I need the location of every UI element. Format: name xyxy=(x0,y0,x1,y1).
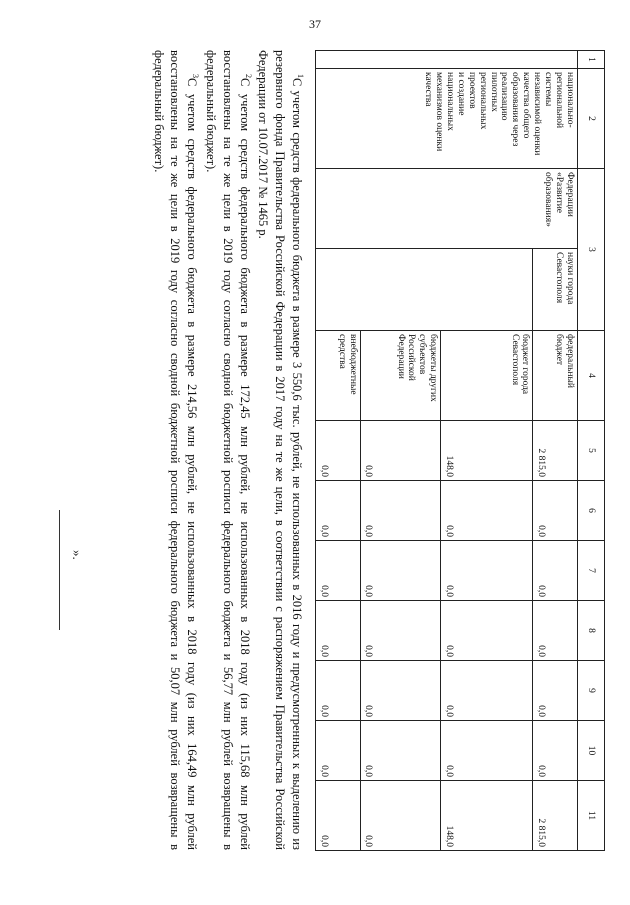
value-cell: 148,0 xyxy=(441,781,533,851)
funding-source: внебюджетные средства xyxy=(316,331,361,421)
col-header: 2 xyxy=(578,69,605,169)
value-cell: 2 815,0 xyxy=(533,781,578,851)
value-cell: 0,0 xyxy=(316,721,361,781)
col-header: 11 xyxy=(578,781,605,851)
rotated-content xyxy=(25,50,605,850)
footnote xyxy=(202,50,252,850)
value-cell: 0,0 xyxy=(360,721,441,781)
value-cell: 0,0 xyxy=(316,541,361,601)
value-cell: 0,0 xyxy=(316,601,361,661)
value-cell: 0,0 xyxy=(316,661,361,721)
value-cell: 2 815,0 xyxy=(533,421,578,481)
value-cell: 0,0 xyxy=(533,721,578,781)
footnote-text: С учетом средств федерального бюджета в размере 214,56 млн рублей, не использованных в 2018 году (из них 164,49 млн рублей восстановлены на те же цели в 2019 году согласно сводной бюджетной росписи федерального бюджета и 50,07 млн рублей возвращены в федеральный бюджет). xyxy=(151,50,200,850)
value-cell: 0,0 xyxy=(360,781,441,851)
measure-description: национально- региональной системы независимой оценки качества общего образования через реализацию пилотных региональных проектов и создание национальных механизмов оценки качества xyxy=(316,69,578,169)
col-header: 3 xyxy=(578,169,605,331)
footnote-text: С учетом средств федерального бюджета в размере 172,45 млн рублей, не использованных в 2018 году (из них 115,68 млн рублей восстановлены на те же цели в 2019 году согласно сводной бюджетной росписи федерального бюджета и 56,77 млн рублей возвращены в федеральный бюджет). xyxy=(203,50,252,850)
footnote xyxy=(150,50,200,850)
funding-source: бюджеты других субъектов Российской Федерации xyxy=(360,331,441,421)
table-cell xyxy=(316,249,533,331)
footnote-mark: 1 xyxy=(296,74,305,78)
value-cell: 0,0 xyxy=(441,481,533,541)
col-header: 8 xyxy=(578,601,605,661)
co-executor: науки города Севастополя xyxy=(533,249,578,331)
value-cell: 0,0 xyxy=(316,781,361,851)
col-header: 9 xyxy=(578,661,605,721)
value-cell: 0,0 xyxy=(360,481,441,541)
value-cell: 0,0 xyxy=(441,721,533,781)
footnotes xyxy=(148,50,305,850)
footnote-mark: 2 xyxy=(243,74,253,78)
value-cell: 0,0 xyxy=(441,541,533,601)
value-cell: 0,0 xyxy=(360,421,441,481)
table-cell xyxy=(316,51,578,69)
funding-source: бюджет города Севастополя xyxy=(441,331,533,421)
value-cell: 0,0 xyxy=(441,661,533,721)
separator-line xyxy=(59,510,60,630)
footnote xyxy=(255,50,305,850)
footnote-mark: 3 xyxy=(191,74,201,78)
value-cell: 0,0 xyxy=(316,421,361,481)
budget-table xyxy=(315,50,605,851)
page-number: 37 xyxy=(309,17,321,31)
col-header: 5 xyxy=(578,421,605,481)
value-cell: 0,0 xyxy=(360,541,441,601)
value-cell: 0,0 xyxy=(533,601,578,661)
value-cell: 0,0 xyxy=(533,541,578,601)
responsible-executor: Федерации «Развитие образования» xyxy=(316,169,578,249)
value-cell: 0,0 xyxy=(533,481,578,541)
col-header: 1 xyxy=(578,51,605,69)
value-cell: 0,0 xyxy=(360,601,441,661)
value-cell: 148,0 xyxy=(441,421,533,481)
funding-source: федеральный бюджет xyxy=(533,331,578,421)
value-cell: 0,0 xyxy=(533,661,578,721)
col-header: 6 xyxy=(578,481,605,541)
col-header: 4 xyxy=(578,331,605,421)
table-row xyxy=(533,51,578,851)
value-cell: 0,0 xyxy=(441,601,533,661)
value-cell: 0,0 xyxy=(316,481,361,541)
col-header: 7 xyxy=(578,541,605,601)
footnote-text: С учетом средств федерального бюджета в размере 3 550,6 тыс. рублей, не использованных в 2016 году и предусмотренных к выделению из резервного фонда Правительства Российской Федерации в 2017 году на те же цели, в соответствии с распоряжением Правительства Российской Федерации от 10.07.2017 № 1465 р. xyxy=(256,50,304,850)
table-header-row xyxy=(578,51,605,851)
closing-quote: ». xyxy=(70,550,85,560)
value-cell: 0,0 xyxy=(360,661,441,721)
col-header: 10 xyxy=(578,721,605,781)
